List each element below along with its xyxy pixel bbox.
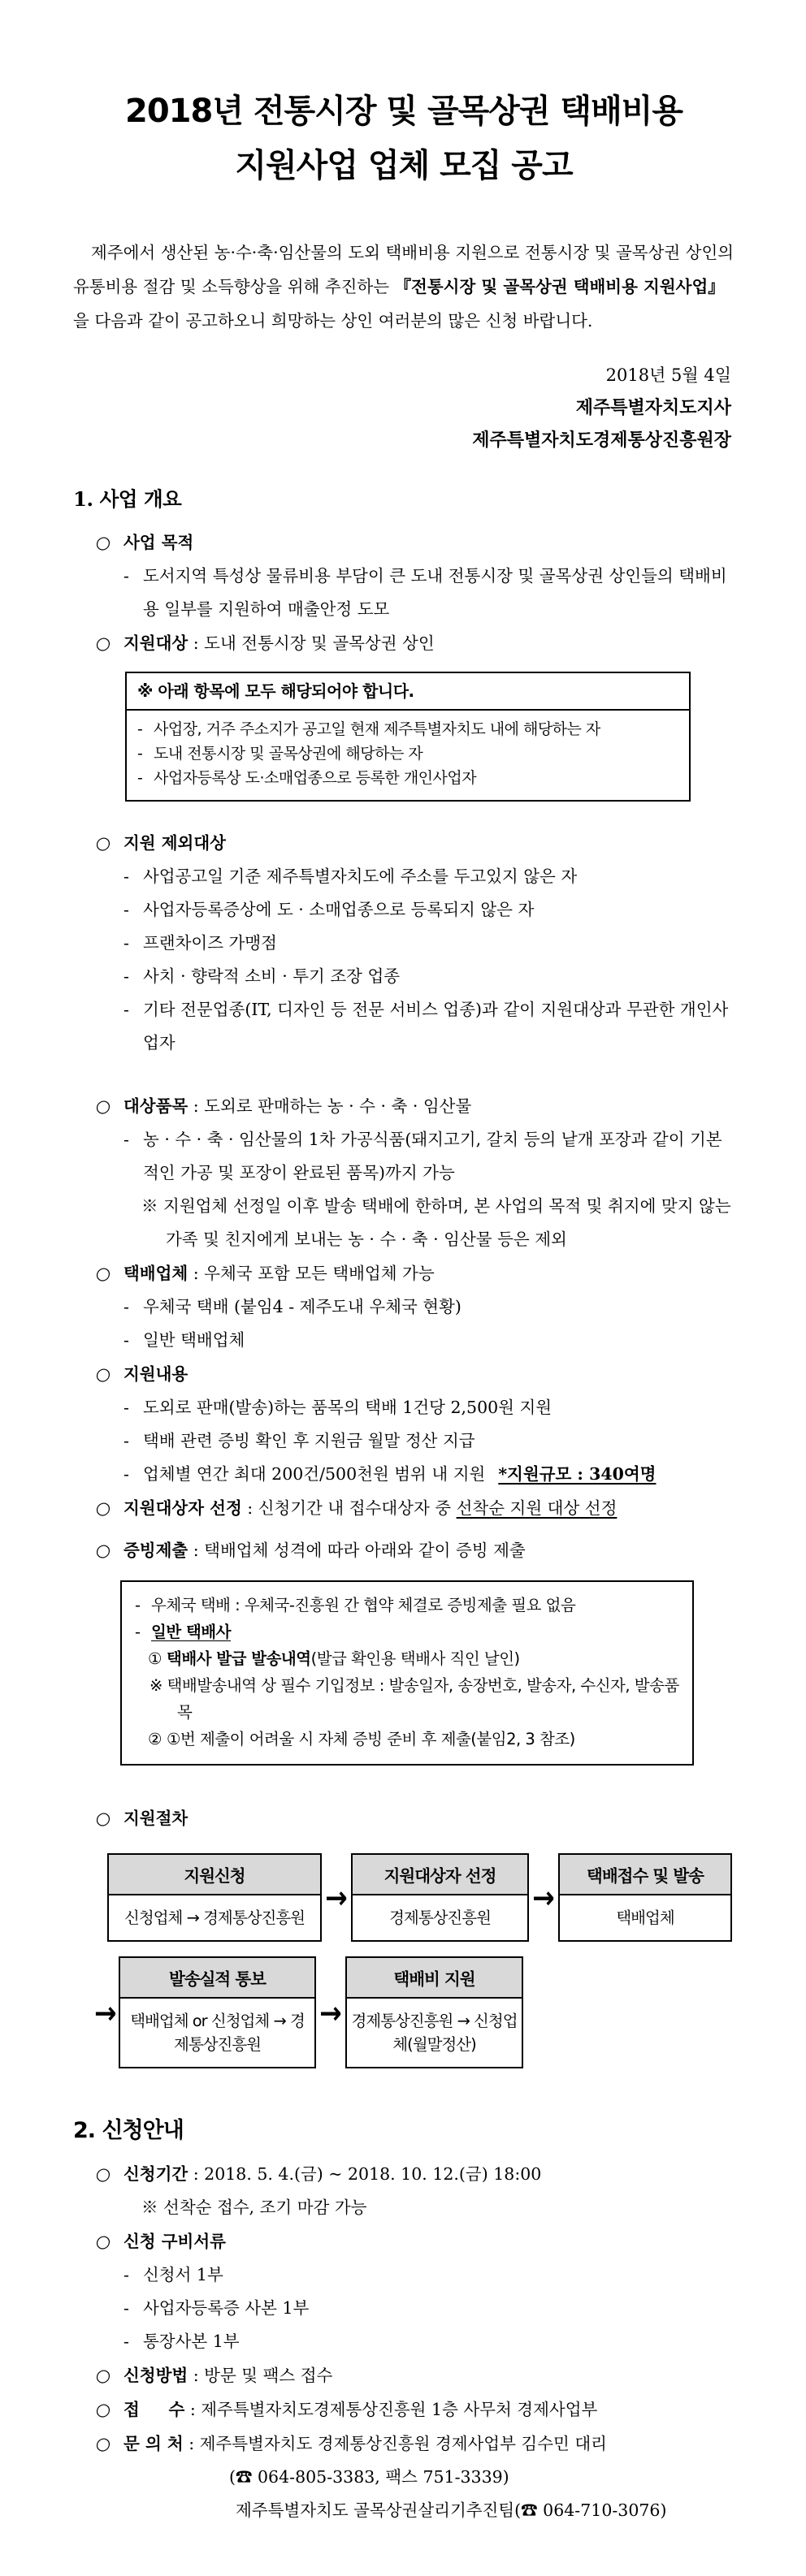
receipt-label: 접 수: [124, 2400, 185, 2419]
intro-program-name: 『전통시장 및 골목상권 택배비용 지원사업』: [394, 277, 725, 296]
flow-step-body: 경제통상진흥원 → 신청업체(월말정산): [351, 2012, 518, 2054]
exclusion-item: [73, 960, 734, 993]
evidence-line-text: 우체국 택배 : 우체국-진흥원 간 협약 체결로 증빙제출 필요 없음: [151, 1596, 576, 1614]
dash-bullet-icon: -: [124, 867, 129, 886]
shipping-record-rest-text: (발급 확인용 택배사 직인 날인): [310, 1649, 520, 1668]
dash-bullet-icon: -: [124, 566, 129, 586]
item-exclusion: [73, 826, 734, 860]
application-period-note: ※ 선착순 접수, 조기 마감 가능: [141, 2198, 367, 2217]
application-method-value: : 방문 및 팩스 접수: [188, 2366, 333, 2385]
page-title: [73, 84, 734, 193]
circle-bullet-icon: ○: [94, 832, 112, 853]
support-content-item-text: 도외로 판매(발송)하는 품목의 택배 1건당 2,500원 지원: [143, 1398, 552, 1417]
eligibility-item-text: 사업자등록상 도·소매업종으로 등록한 개인사업자: [154, 769, 477, 787]
business-purpose-label: 사업 목적: [124, 533, 194, 552]
item-contact: [73, 2427, 734, 2461]
exclusion-item: [73, 993, 734, 1060]
business-purpose-detail: [73, 560, 734, 626]
flow-step-shipping: [558, 1853, 732, 1942]
application-method-label: 신청방법: [124, 2366, 188, 2385]
target-products-note: ※ 지원업체 선정일 이후 발송 택배에 한하며, 본 사업의 목적 및 취지에 맞지 않는 가족 및 친지에게 보내는 농 · 수 · 축 · 임산물 등은 제외: [141, 1196, 731, 1249]
courier-value: : 우체국 포함 모든 택배업체 가능: [188, 1264, 435, 1283]
shipping-record-bold-text: 택배사 발급 발송내역: [166, 1649, 311, 1668]
flow-step-report: [119, 1956, 316, 2068]
circled-one-icon: ①: [148, 1649, 162, 1668]
flow-step-title: 택배접수 및 발송: [560, 1855, 730, 1895]
circle-bullet-icon: ○: [94, 1808, 112, 1828]
item-required-documents: [73, 2224, 734, 2258]
title-line-1: 2018년 전통시장 및 골목상권 택배비용: [125, 93, 682, 130]
support-target-label: 지원대상: [124, 633, 188, 653]
dash-bullet-icon: -: [124, 2298, 129, 2318]
item-application-method: [73, 2358, 734, 2392]
flow-step-body: 경제통상진흥원: [389, 1908, 491, 1927]
alternative-evidence-text: ①번 제출이 어려울 시 자체 증빙 준비 후 제출(붙임2, 3 참조): [166, 1730, 575, 1748]
support-scale-note: *지원규모 : 340여명: [498, 1464, 656, 1484]
courier-item: [73, 1290, 734, 1324]
circle-bullet-icon: ○: [94, 1540, 112, 1560]
evidence-line-alternative: [135, 1726, 679, 1753]
selection-label: 지원대상자 선정: [124, 1498, 242, 1518]
contact-value: : 제주특별자치도 경제통상진흥원 경제사업부 김수민 대리: [183, 2434, 607, 2453]
support-content-item: [73, 1391, 734, 1424]
flow-step-body: 택배업체 or 신청업체 → 경제통상진흥원: [130, 2012, 305, 2054]
flow-step-body: 택배업체: [616, 1908, 674, 1927]
support-content-item: [73, 1458, 734, 1491]
courier-item-text: 우체국 택배 (붙임4 - 제주도내 우체국 현황): [143, 1297, 462, 1316]
eligibility-item: [137, 717, 678, 741]
dash-bullet-icon: -: [124, 900, 129, 919]
intro-text-after: 을 다음과 같이 공고하오니 희망하는 상인 여러분의 많은 신청 바랍니다.: [73, 311, 593, 331]
section-2-heading: 2. 신청안내: [73, 2118, 184, 2143]
eligibility-item-text: 도내 전통시장 및 골목상권에 해당하는 자: [154, 745, 423, 763]
circle-bullet-icon: ○: [94, 1364, 112, 1384]
exclusion-item: [73, 927, 734, 960]
flowchart-row-2: [94, 1956, 734, 2068]
dash-bullet-icon: -: [124, 966, 129, 986]
support-content-item-text: 업체별 연간 최대 200건/500천원 범위 내 지원: [143, 1464, 486, 1484]
item-evidence: [73, 1533, 734, 1567]
evidence-label: 증빙제출: [124, 1541, 188, 1560]
application-period-value: : 2018. 5. 4.(금) ~ 2018. 10. 12.(금) 18:00: [188, 2164, 542, 2184]
dash-bullet-icon: -: [124, 1130, 129, 1149]
eligibility-item: [137, 766, 678, 790]
eligibility-item: [137, 741, 678, 766]
evidence-line-general-courier: [135, 1619, 679, 1645]
item-support-content: [73, 1357, 734, 1391]
title-line-2: 지원사업 업체 모집 공고: [235, 147, 573, 184]
required-document-item: [73, 2258, 734, 2292]
signer-governor: 제주특별자치도지사: [575, 397, 731, 418]
receipt-value: : 제주특별자치도경제통상진흥원 1층 사무처 경제사업부: [184, 2400, 598, 2419]
circle-bullet-icon: ○: [94, 2365, 112, 2385]
right-arrow-icon: →: [532, 1879, 555, 1916]
exclusion-item-text: 프랜차이즈 가맹점: [143, 933, 277, 953]
contact-extra-line: 제주특별자치도 골목상권살리기추진팀(☎ 064-710-3076): [236, 2500, 667, 2520]
circle-bullet-icon: ○: [94, 1498, 112, 1518]
required-documents-label: 신청 구비서류: [124, 2232, 226, 2251]
contact-phone-line: (☎ 064-805-3383, 팩스 751-3339): [229, 2467, 509, 2487]
required-document-item: [73, 2292, 734, 2325]
required-document-text: 통장사본 1부: [143, 2332, 240, 2351]
item-selection: [73, 1491, 734, 1525]
support-content-item-text: 택배 관련 증빙 확인 후 지원금 월말 정산 지급: [143, 1431, 475, 1450]
dash-bullet-icon: -: [124, 1431, 129, 1450]
procedure-label: 지원절차: [124, 1809, 188, 1828]
dash-bullet-icon: -: [135, 1623, 141, 1641]
exclusion-item-text: 기타 전문업종(IT, 디자인 등 전문 서비스 업종)과 같이 지원대상과 무관한 개인사업자: [143, 1000, 729, 1052]
announcement-date: 2018년 5월 4일: [605, 365, 731, 385]
exclusion-item-text: 사업자등록증상에 도 · 소매업종으로 등록되지 않은 자: [143, 900, 535, 919]
flow-step-body: 신청업체 → 경제통상진흥원: [124, 1908, 305, 1927]
dash-bullet-icon: -: [137, 720, 143, 738]
dash-bullet-icon: -: [124, 2332, 129, 2351]
intro-text-before: 제주에서 생산된 농·수·축·임산물의 도외 택배비용 지원으로 전통시장 및 골목상권 상인의 유통비용 절감 및 소득향상을 위해 추진하는: [73, 243, 734, 296]
item-application-period: [73, 2157, 734, 2191]
selection-pre-text: : 신청기간 내 접수대상자 중: [241, 1498, 457, 1518]
business-purpose-detail-text: 도서지역 특성상 물류비용 부담이 큰 도내 전통시장 및 골목상권 상인들의 택배비용 일부를 지원하여 매출안정 도모: [143, 566, 727, 619]
dash-bullet-icon: -: [137, 769, 143, 787]
courier-item: [73, 1324, 734, 1357]
dash-bullet-icon: -: [135, 1596, 141, 1614]
evidence-submission-box: [120, 1580, 694, 1766]
required-document-text: 신청서 1부: [143, 2265, 223, 2284]
flow-step-selection: [351, 1853, 529, 1942]
support-target-value: : 도내 전통시장 및 골목상권 상인: [188, 633, 435, 653]
dash-bullet-icon: -: [137, 745, 143, 763]
eligibility-requirements-box: [125, 672, 691, 802]
item-business-purpose: [73, 525, 734, 560]
exclusion-item: [73, 860, 734, 893]
courier-label: 택배업체: [124, 1264, 188, 1283]
circle-bullet-icon: ○: [94, 2231, 112, 2251]
flow-step-title: 지원대상자 선정: [353, 1855, 527, 1895]
flow-step-application: [107, 1853, 322, 1942]
right-arrow-icon: →: [325, 1879, 348, 1916]
circle-bullet-icon: ○: [94, 633, 112, 653]
signer-agency-head: 제주특별자치도경제통상진흥원장: [472, 430, 731, 451]
exclusion-item-text: 사치 · 향락적 소비 · 투기 조장 업종: [143, 966, 401, 986]
target-products-detail-text: 농 · 수 · 축 · 임산물의 1차 가공식품(돼지고기, 갈치 등의 낱개 포장과 같이 기본적인 가공 및 포장이 완료된 품목)까지 가능: [143, 1130, 722, 1182]
item-support-target: [73, 626, 734, 660]
dash-bullet-icon: -: [124, 1000, 129, 1019]
signature-block: [73, 359, 734, 456]
flow-step-title: 택배비 지원: [347, 1958, 522, 1999]
eligibility-box-header: ※ 아래 항목에 모두 해당되어야 합니다.: [127, 673, 689, 711]
circle-bullet-icon: ○: [94, 1096, 112, 1116]
courier-item-text: 일반 택배업체: [143, 1330, 245, 1350]
evidence-line-shipping-record: [135, 1645, 679, 1672]
dash-bullet-icon: -: [124, 1297, 129, 1316]
procedure-flowchart: [94, 1853, 734, 2068]
right-arrow-icon: →: [319, 1994, 342, 2031]
required-document-item: [73, 2325, 734, 2358]
circle-bullet-icon: ○: [94, 2399, 112, 2419]
section-1-heading: 1. 사업 개요: [73, 487, 182, 511]
support-content-label: 지원내용: [124, 1364, 188, 1384]
target-products-value: : 도외로 판매하는 농 · 수 · 축 · 임산물: [188, 1096, 472, 1116]
item-procedure: [73, 1801, 734, 1835]
flowchart-row-1: [107, 1853, 734, 1942]
support-content-item: [73, 1424, 734, 1458]
target-products-detail: [73, 1123, 734, 1190]
dash-bullet-icon: -: [124, 2265, 129, 2284]
intro-paragraph: [73, 236, 734, 338]
exclusion-item: [73, 893, 734, 927]
circle-bullet-icon: ○: [94, 2163, 112, 2184]
evidence-value: : 택배업체 성격에 따라 아래와 같이 증빙 제출: [188, 1541, 526, 1560]
exclusion-label: 지원 제외대상: [124, 833, 226, 853]
flow-step-title: 발송실적 통보: [120, 1958, 314, 1999]
item-receipt-location: [73, 2392, 734, 2427]
item-target-products: [73, 1089, 734, 1123]
contact-label: 문 의 처: [124, 2434, 184, 2453]
circle-bullet-icon: ○: [94, 532, 112, 552]
flow-step-title: 지원신청: [109, 1855, 320, 1895]
dash-bullet-icon: -: [124, 933, 129, 953]
dash-bullet-icon: -: [124, 1330, 129, 1350]
circle-bullet-icon: ○: [94, 1263, 112, 1283]
application-period-label: 신청기간: [124, 2164, 188, 2184]
dash-bullet-icon: -: [124, 1464, 129, 1484]
exclusion-item-text: 사업공고일 기준 제주특별자치도에 주소를 두고있지 않은 자: [143, 867, 578, 886]
eligibility-item-text: 사업장, 거주 주소지가 공고일 현재 제주특별자치도 내에 해당하는 자: [154, 720, 600, 738]
circled-two-icon: ②: [148, 1730, 162, 1748]
dash-bullet-icon: -: [124, 1398, 129, 1417]
general-courier-label: 일반 택배사: [151, 1623, 231, 1641]
evidence-line-required-fields: ※ 택배발송내역 상 필수 기입정보 : 발송일자, 송장번호, 발송자, 수신자, 발송품목: [150, 1676, 679, 1722]
evidence-line-post-office: [135, 1592, 679, 1619]
right-arrow-icon: →: [94, 1994, 117, 2031]
selection-underlined-text: 선착순 지원 대상 선정: [456, 1498, 618, 1518]
required-document-text: 사업자등록증 사본 1부: [143, 2298, 310, 2318]
circle-bullet-icon: ○: [94, 2433, 112, 2453]
eligibility-box-body: [127, 711, 689, 800]
item-courier: [73, 1256, 734, 1290]
flow-step-payment: [345, 1956, 523, 2068]
target-products-label: 대상품목: [124, 1096, 188, 1116]
